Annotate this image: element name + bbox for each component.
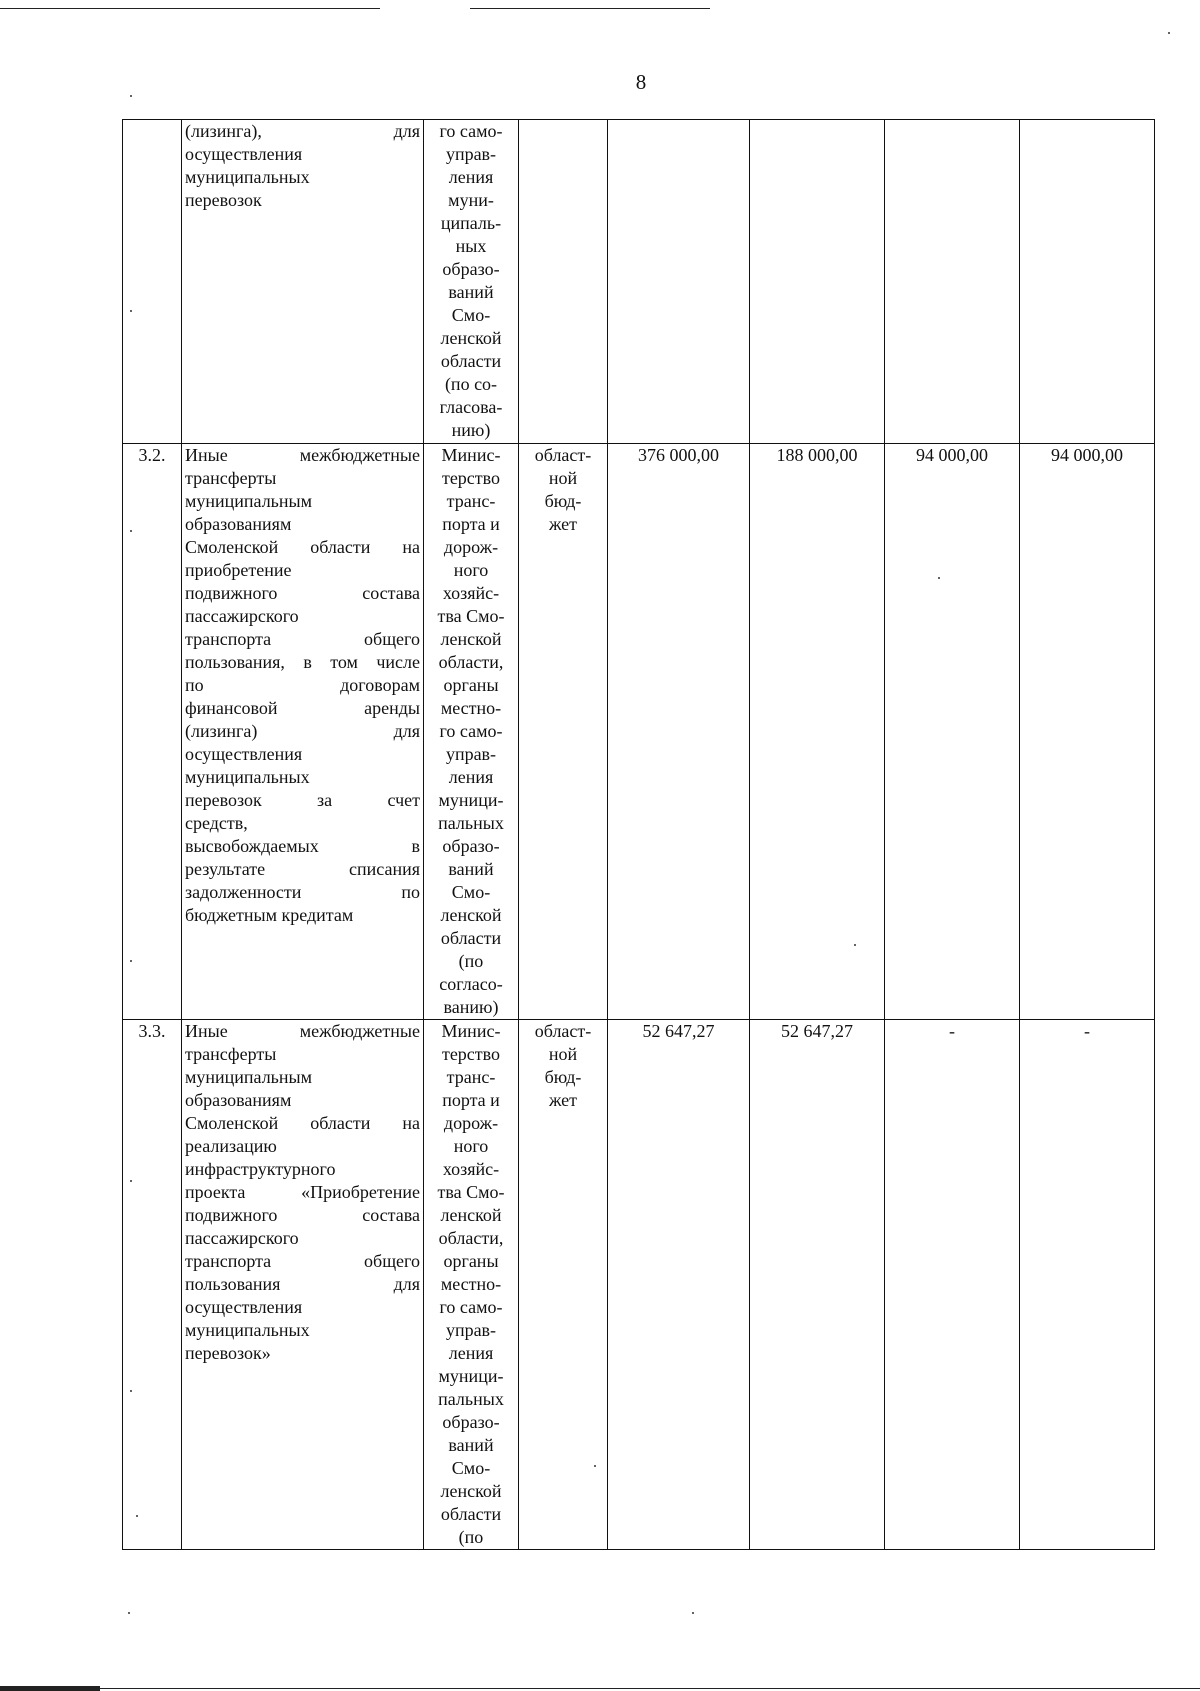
description-line: инфраструктурного: [185, 1159, 336, 1179]
source-line: бюд-: [544, 1067, 582, 1087]
scan-speck: [130, 1390, 132, 1392]
executor-line: го само-: [439, 721, 503, 741]
row-number: 3.2.: [123, 444, 182, 1020]
executor-line: нию): [451, 420, 491, 440]
executor-line: хозяйс-: [442, 583, 500, 603]
executor-line: области: [440, 351, 502, 371]
description-line: транспорта общего: [185, 629, 420, 649]
description-line: финансовой аренды: [185, 698, 420, 718]
executor-line: органы: [443, 1251, 499, 1271]
row-total-amount: 52 647,27: [608, 1020, 750, 1550]
description-line: муниципальных: [185, 767, 310, 787]
description-line: осуществления: [185, 744, 303, 764]
executor-line: ленской: [440, 1205, 502, 1225]
executor-line: го само-: [439, 121, 503, 141]
executor-line: управ-: [445, 744, 497, 764]
scan-artifact-bottom-line: [100, 1688, 1200, 1689]
row-year3-amount: -: [1020, 1020, 1155, 1550]
row-funding-source: [519, 444, 608, 1020]
description-line: муниципальных: [185, 167, 310, 187]
executor-line: Смо-: [451, 882, 491, 902]
row-year2-amount: -: [885, 1020, 1020, 1550]
scan-artifact-top-mid: [470, 8, 710, 9]
executor-line: терство: [441, 1044, 501, 1064]
executor-line: муници-: [438, 1366, 504, 1386]
description-line: проекта «Приобретение: [185, 1182, 420, 1202]
executor-line: тва Смо-: [437, 1182, 505, 1202]
executor-line: транс-: [446, 1067, 496, 1087]
scan-speck: [130, 1180, 132, 1182]
row-year3-amount: 94 000,00: [1020, 444, 1155, 1020]
executor-line: области: [440, 928, 502, 948]
description-line: по договорам: [185, 675, 420, 695]
description-line: (лизинга), для: [185, 121, 420, 141]
scan-speck: [130, 95, 132, 97]
description-line: Смоленской области на: [185, 537, 420, 557]
row-year1-amount: [750, 120, 885, 444]
scan-speck: [128, 1612, 130, 1614]
executor-line: управ-: [445, 1320, 497, 1340]
description-line: реализацию: [185, 1136, 277, 1156]
description-line: пользования, в том числе: [185, 652, 420, 672]
row-year1-amount: 188 000,00: [750, 444, 885, 1020]
executor-line: образо-: [442, 836, 500, 856]
executor-line: терство: [441, 468, 501, 488]
description-line: образованиям: [185, 1090, 292, 1110]
executor-line: (по: [458, 951, 484, 971]
scan-speck: [594, 1465, 596, 1467]
executor-line: го само-: [439, 1297, 503, 1317]
source-line: жет: [548, 514, 578, 534]
description-line: трансферты: [185, 468, 277, 488]
executor-line: пальных: [438, 1389, 504, 1409]
executor-line: согласо-: [439, 974, 503, 994]
executor-line: ваний: [448, 1435, 494, 1455]
executor-line: (по: [458, 1527, 484, 1547]
executor-line: муници-: [438, 790, 504, 810]
description-line: перевозок»: [185, 1343, 271, 1363]
executor-line: области: [440, 1504, 502, 1524]
executor-line: управ-: [445, 144, 497, 164]
row-number: [123, 120, 182, 444]
executor-line: ванию): [443, 997, 499, 1017]
scan-speck: [130, 530, 132, 532]
table-row: [123, 120, 1155, 444]
description-line: Иные межбюджетные: [185, 1021, 420, 1041]
description-line: пользования для: [185, 1274, 420, 1294]
row-year3-amount: [1020, 120, 1155, 444]
executor-line: ленской: [440, 629, 502, 649]
row-year2-amount: [885, 120, 1020, 444]
executor-line: тва Смо-: [437, 606, 505, 626]
row-description: [182, 444, 424, 1020]
executor-line: образо-: [442, 259, 500, 279]
description-line: пассажирского: [185, 1228, 299, 1248]
row-year2-amount: 94 000,00: [885, 444, 1020, 1020]
description-line: (лизинга) для: [185, 721, 420, 741]
scan-speck: [136, 1515, 138, 1517]
executor-line: области,: [438, 652, 504, 672]
description-line: Иные межбюджетные: [185, 445, 420, 465]
scan-artifact-bottom: [0, 1686, 100, 1691]
description-line: пассажирского: [185, 606, 299, 626]
executor-line: Смо-: [451, 1458, 491, 1478]
budget-table: [122, 119, 1155, 1550]
source-line: ной: [548, 468, 578, 488]
description-line: перевозок за счет: [185, 790, 420, 810]
scan-speck: [938, 577, 940, 579]
executor-line: ления: [448, 1343, 494, 1363]
description-line: Смоленской области на: [185, 1113, 420, 1133]
executor-line: образо-: [442, 1412, 500, 1432]
executor-line: Минис-: [441, 445, 501, 465]
executor-line: местно-: [440, 1274, 502, 1294]
scan-artifact-top-left: [0, 8, 380, 9]
description-line: бюджетным кредитам: [185, 905, 354, 925]
executor-line: порта и: [442, 1090, 500, 1110]
scan-speck: [854, 944, 856, 946]
description-line: образованиям: [185, 514, 292, 534]
row-funding-source: [519, 1020, 608, 1550]
scan-speck: [1168, 32, 1170, 34]
source-line: област-: [534, 1021, 592, 1041]
executor-line: ного: [453, 560, 489, 580]
row-funding-source: [519, 120, 608, 444]
executor-line: ленской: [440, 1481, 502, 1501]
executor-line: транс-: [446, 491, 496, 511]
row-year1-amount: 52 647,27: [750, 1020, 885, 1550]
executor-line: ления: [448, 167, 494, 187]
page-number: 8: [635, 70, 647, 94]
description-line: осуществления: [185, 144, 303, 164]
executor-line: области,: [438, 1228, 504, 1248]
source-line: жет: [548, 1090, 578, 1110]
source-line: област-: [534, 445, 592, 465]
description-line: подвижного состава: [185, 583, 420, 603]
executor-line: Смо-: [451, 305, 491, 325]
description-line: муниципальным: [185, 1067, 313, 1087]
table-row: [123, 1020, 1155, 1550]
scan-speck: [692, 1612, 694, 1614]
row-number: 3.3.: [123, 1020, 182, 1550]
description-line: трансферты: [185, 1044, 277, 1064]
description-line: высвобождаемых в: [185, 836, 420, 856]
executor-line: хозяйс-: [442, 1159, 500, 1179]
scan-speck: [130, 960, 132, 962]
source-line: ной: [548, 1044, 578, 1064]
description-line: перевозок: [185, 190, 262, 210]
executor-line: ного: [453, 1136, 489, 1156]
row-total-amount: 376 000,00: [608, 444, 750, 1020]
description-line: транспорта общего: [185, 1251, 420, 1271]
executor-line: ципаль-: [440, 213, 502, 233]
executor-line: ваний: [448, 859, 494, 879]
executor-line: дорож-: [443, 1113, 499, 1133]
source-line: бюд-: [544, 491, 582, 511]
description-line: муниципальным: [185, 491, 313, 511]
description-line: результате списания: [185, 859, 420, 879]
row-executor: [424, 1020, 519, 1550]
executor-line: ленской: [440, 328, 502, 348]
row-total-amount: [608, 120, 750, 444]
description-line: задолженности по: [185, 882, 420, 902]
row-executor: [424, 120, 519, 444]
executor-line: гласова-: [439, 397, 503, 417]
scan-speck: [130, 310, 132, 312]
executor-line: (по со-: [444, 374, 498, 394]
executor-line: муни-: [448, 190, 494, 210]
row-description: [182, 1020, 424, 1550]
executor-line: пальных: [438, 813, 504, 833]
executor-line: ленской: [440, 905, 502, 925]
description-line: приобретение: [185, 560, 292, 580]
description-line: муниципальных: [185, 1320, 310, 1340]
row-executor: [424, 444, 519, 1020]
description-line: подвижного состава: [185, 1205, 420, 1225]
executor-line: дорож-: [443, 537, 499, 557]
executor-line: Минис-: [441, 1021, 501, 1041]
row-description: [182, 120, 424, 444]
description-line: средств,: [185, 813, 248, 833]
executor-line: порта и: [442, 514, 500, 534]
executor-line: ных: [455, 236, 487, 256]
executor-line: органы: [443, 675, 499, 695]
table-row: [123, 444, 1155, 1020]
executor-line: ления: [448, 767, 494, 787]
description-line: осуществления: [185, 1297, 303, 1317]
executor-line: ваний: [448, 282, 494, 302]
executor-line: местно-: [440, 698, 502, 718]
